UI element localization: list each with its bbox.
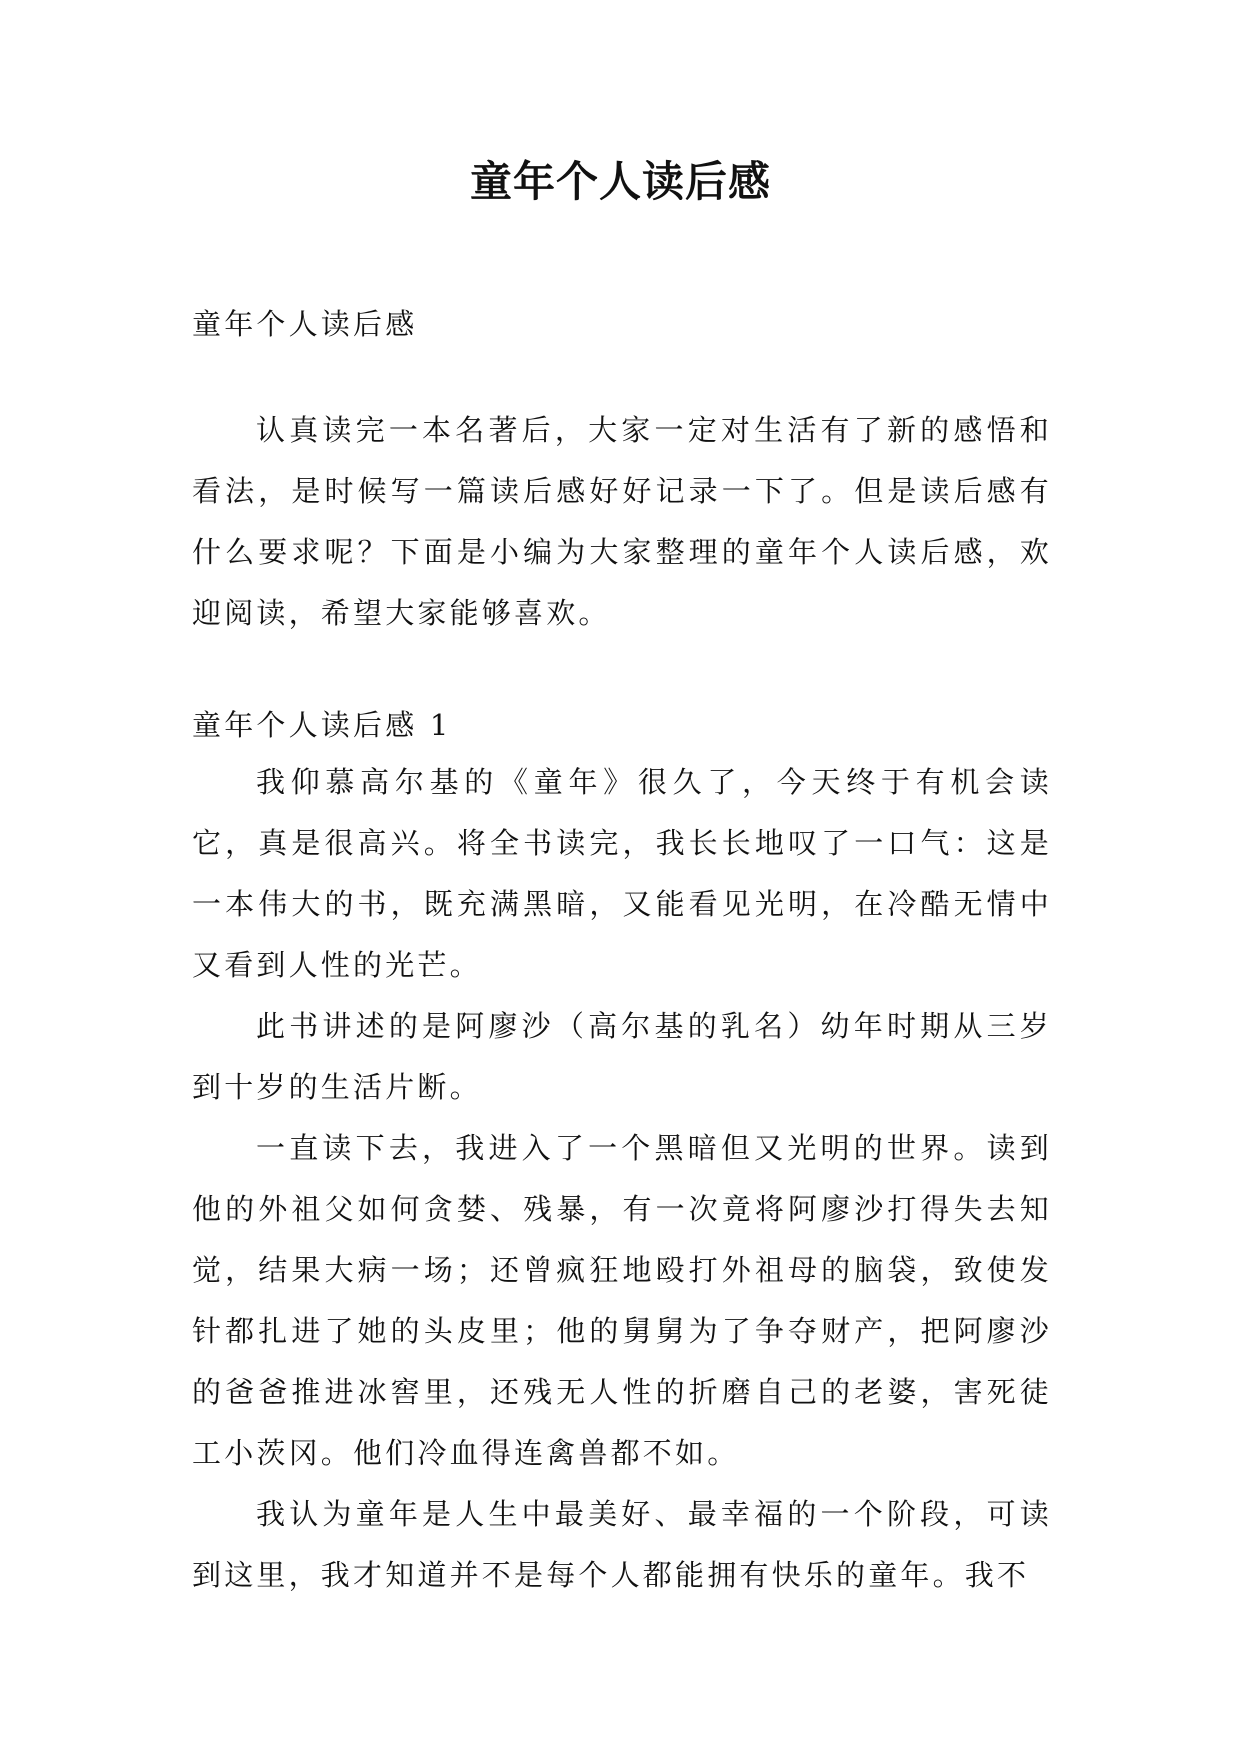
body-paragraph: 一直读下去，我进入了一个黑暗但又光明的世界。读到他的外祖父如何贪婪、残暴，有一次竟将阿廖沙打得失去知觉，结果大病一场；还曾疯狂地殴打外祖母的脑袋，致使发针都扎进了她的头皮里；他的舅舅为了争夺财产，把阿廖沙的爸爸推进冰窖里，还残无人性的折磨自己的老婆，害死徒工小茨冈。他们冷血得连禽兽都不如。 [192,1131,1052,1470]
intro-paragraph: 认真读完一本名著后，大家一定对生活有了新的感悟和看法，是时候写一篇读后感好好记录一下了。但是读后感有什么要求呢？下面是小编为大家整理的童年个人读后感，欢迎阅读，希望大家能够喜欢。 [192,413,1052,630]
document-title: 童年个人读后感 [469,157,771,206]
body-paragraph: 我认为童年是人生中最美好、最幸福的一个阶段，可读到这里，我才知道并不是每个人都能拥有快乐的童年。我不 [192,1497,1052,1592]
section-heading: 童年个人读后感 1 [192,708,452,742]
document-subtitle: 童年个人读后感 [192,307,418,341]
body-paragraph: 我仰慕高尔基的《童年》很久了，今天终于有机会读它，真是很高兴。将全书读完，我长长地叹了一口气：这是一本伟大的书，既充满黑暗，又能看见光明，在冷酷无情中又看到人性的光芒。 [192,765,1052,982]
body-paragraph: 此书讲述的是阿廖沙（高尔基的乳名）幼年时期从三岁到十岁的生活片断。 [192,1009,1052,1104]
section-body [192,752,1052,1606]
